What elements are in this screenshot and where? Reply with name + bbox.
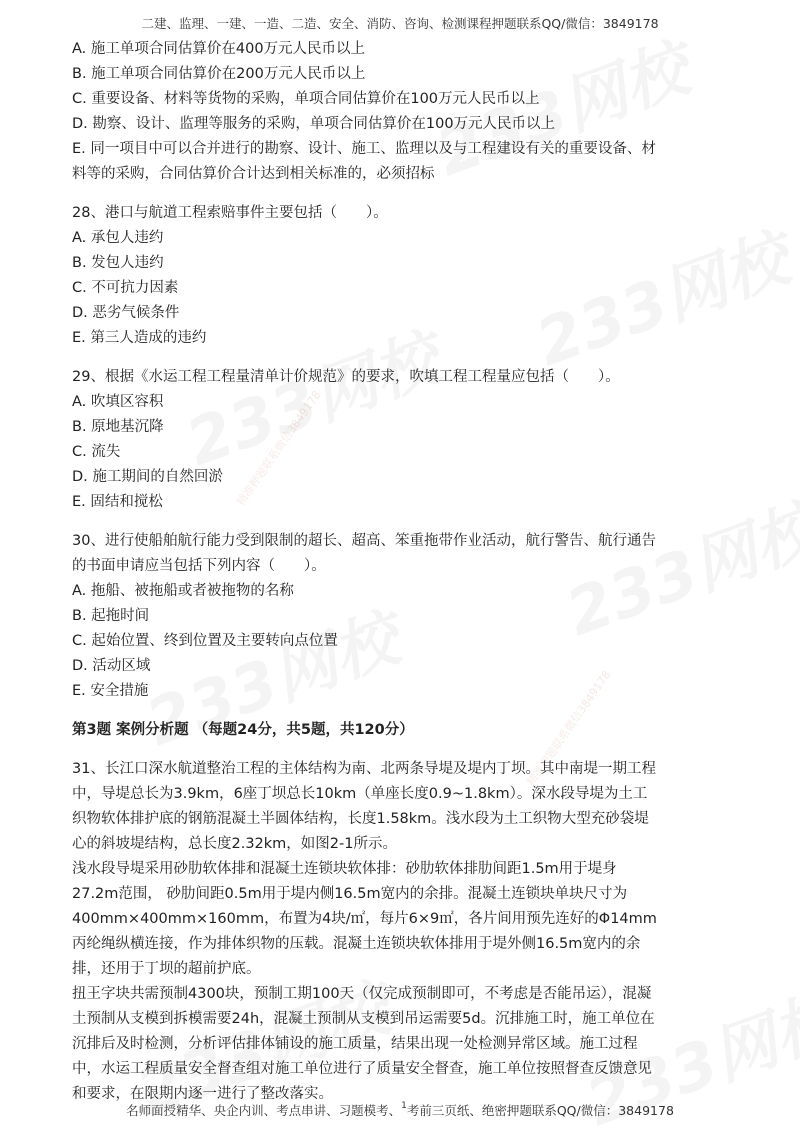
option: B. 起拖时间: [72, 608, 150, 624]
option: D. 施工期间的自然回淤: [72, 469, 223, 485]
option: C. 流失: [72, 444, 121, 460]
option: D. 勘察、设计、监理等服务的采购，单项合同估算价在100万元人民币以上: [72, 116, 556, 132]
case-text-line: 中，水运工程质量安全督查组对施工单位进行了质量安全督查，施工单位按照督查反馈意见: [72, 1061, 652, 1077]
question-stem: 的书面申请应当包括下列内容（ ）。: [72, 558, 326, 574]
footer-text: 考前三页纸、绝密押题联系QQ/微信：3849178: [406, 1103, 674, 1118]
option: C. 重要设备、材料等货物的采购，单项合同估算价在100万元人民币以上: [72, 91, 540, 107]
option: C. 起始位置、终到位置及主要转向点位置: [72, 633, 338, 649]
page-number: 1: [401, 1101, 407, 1111]
option: B. 施工单项合同估算价在200万元人民币以上: [72, 66, 366, 82]
case-text-line: 沉排后及时检测，分析评估排体铺设的施工质量，结果出现一处检测异常区域。施工过程: [72, 1036, 638, 1052]
case-text-line: 丙纶绳纵横连接，作为排体织物的压载。混凝土连锁块软体排用于堤外侧16.5m宽内的余: [72, 936, 641, 952]
option: A. 承包人违约: [72, 230, 164, 246]
case-text-line: 31、长江口深水航道整治工程的主体结构为南、北两条导堤及堤内丁坝。其中南堤一期工程: [72, 761, 656, 777]
question-31: [72, 757, 762, 1107]
case-text-line: 扭王字块共需预制4300块，预制工期100天（仅完成预制即可，不考虑是否能吊运），混凝: [72, 986, 652, 1002]
option: A. 拖船、被拖船或者被拖物的名称: [72, 583, 294, 599]
case-text-line: 400mm×400mm×160mm，布置为4块/㎡，每片6×9㎡，各片间用预先连好的Φ14mm: [72, 911, 657, 927]
case-text-line: 土预制从支模到拆模需要24h，混凝土预制从支模到吊运需要5d。沉排施工时，施工单位在: [72, 1011, 655, 1027]
case-text-line: 心的斜坡堤结构，总长度2.32km，如图2-1所示。: [72, 836, 397, 852]
question-28: [72, 201, 762, 351]
question-30: [72, 529, 762, 704]
option: D. 活动区域: [72, 658, 151, 674]
option: A. 施工单项合同估算价在400万元人民币以上: [72, 41, 366, 57]
option: B. 发包人违约: [72, 255, 164, 271]
option: E. 第三人造成的违约: [72, 330, 207, 346]
watermark-vertical: 精准押题联系微信3849178: [524, 668, 614, 789]
case-text-line: 浅水段导堤采用砂肋软体排和混凝土连锁块软体排：砂肋软体排肋间距1.5m用于堤身: [72, 861, 617, 877]
case-text-line: 27.2m范围， 砂肋间距0.5m用于堤内侧16.5m宽内的余排。混凝土连锁块单块尺寸为: [72, 886, 628, 902]
option: D. 恶劣气候条件: [72, 305, 180, 321]
question-stem: 28、港口与航道工程索赔事件主要包括（ ）。: [72, 205, 388, 221]
case-text-line: 织物软体排护底的钢筋混凝土半圆体结构，长度1.58km。浅水段为土工织物大型充砂袋堤: [72, 811, 649, 827]
case-text-line: 排，还用于丁坝的超前护底。: [72, 961, 261, 977]
option-continued: 料等的采购，合同估算价合计达到相关标准的，必须招标: [72, 166, 435, 182]
section-heading: 第3题 案例分析题 （每题24分，共5题，共120分）: [72, 722, 414, 738]
page-footer: [0, 1101, 800, 1119]
option: E. 同一项目中可以合并进行的勘察、设计、施工、监理以及与工程建设有关的重要设备、材: [72, 141, 656, 157]
option: E. 安全措施: [72, 683, 149, 699]
option: B. 原地基沉降: [72, 419, 164, 435]
question-stem: 29、根据《水运工程工程量清单计价规范》的要求，吹填工程工程量应包括（ ）。: [72, 369, 620, 385]
case-text-line: 和要求，在限期内逐一进行了整改落实。: [72, 1086, 333, 1102]
option: E. 固结和搅松: [72, 494, 163, 510]
option: A. 吹填区容积: [72, 394, 164, 410]
question-29: [72, 365, 762, 515]
option: C. 不可抗力因素: [72, 280, 179, 296]
question-stem: 30、进行使船舶航行能力受到限制的超长、超高、笨重拖带作业活动，航行警告、航行通告: [72, 533, 656, 549]
case-text-line: 中，导堤总长为3.9km，6座丁坝总长10km（单座长度0.9~1.8km）。深水段导堤为土工: [72, 786, 648, 802]
page-header: 二建、监理、一建、一造、二造、安全、消防、咨询、检测课程押题联系QQ/微信：3849178: [141, 16, 659, 31]
footer-text: 名师面授精华、央企内训、考点串讲、习题模考、: [126, 1103, 402, 1118]
document-body: [72, 37, 762, 1107]
watermark-vertical: 精准押题联系微信3849178: [234, 388, 324, 509]
question-27-options: [72, 37, 762, 187]
